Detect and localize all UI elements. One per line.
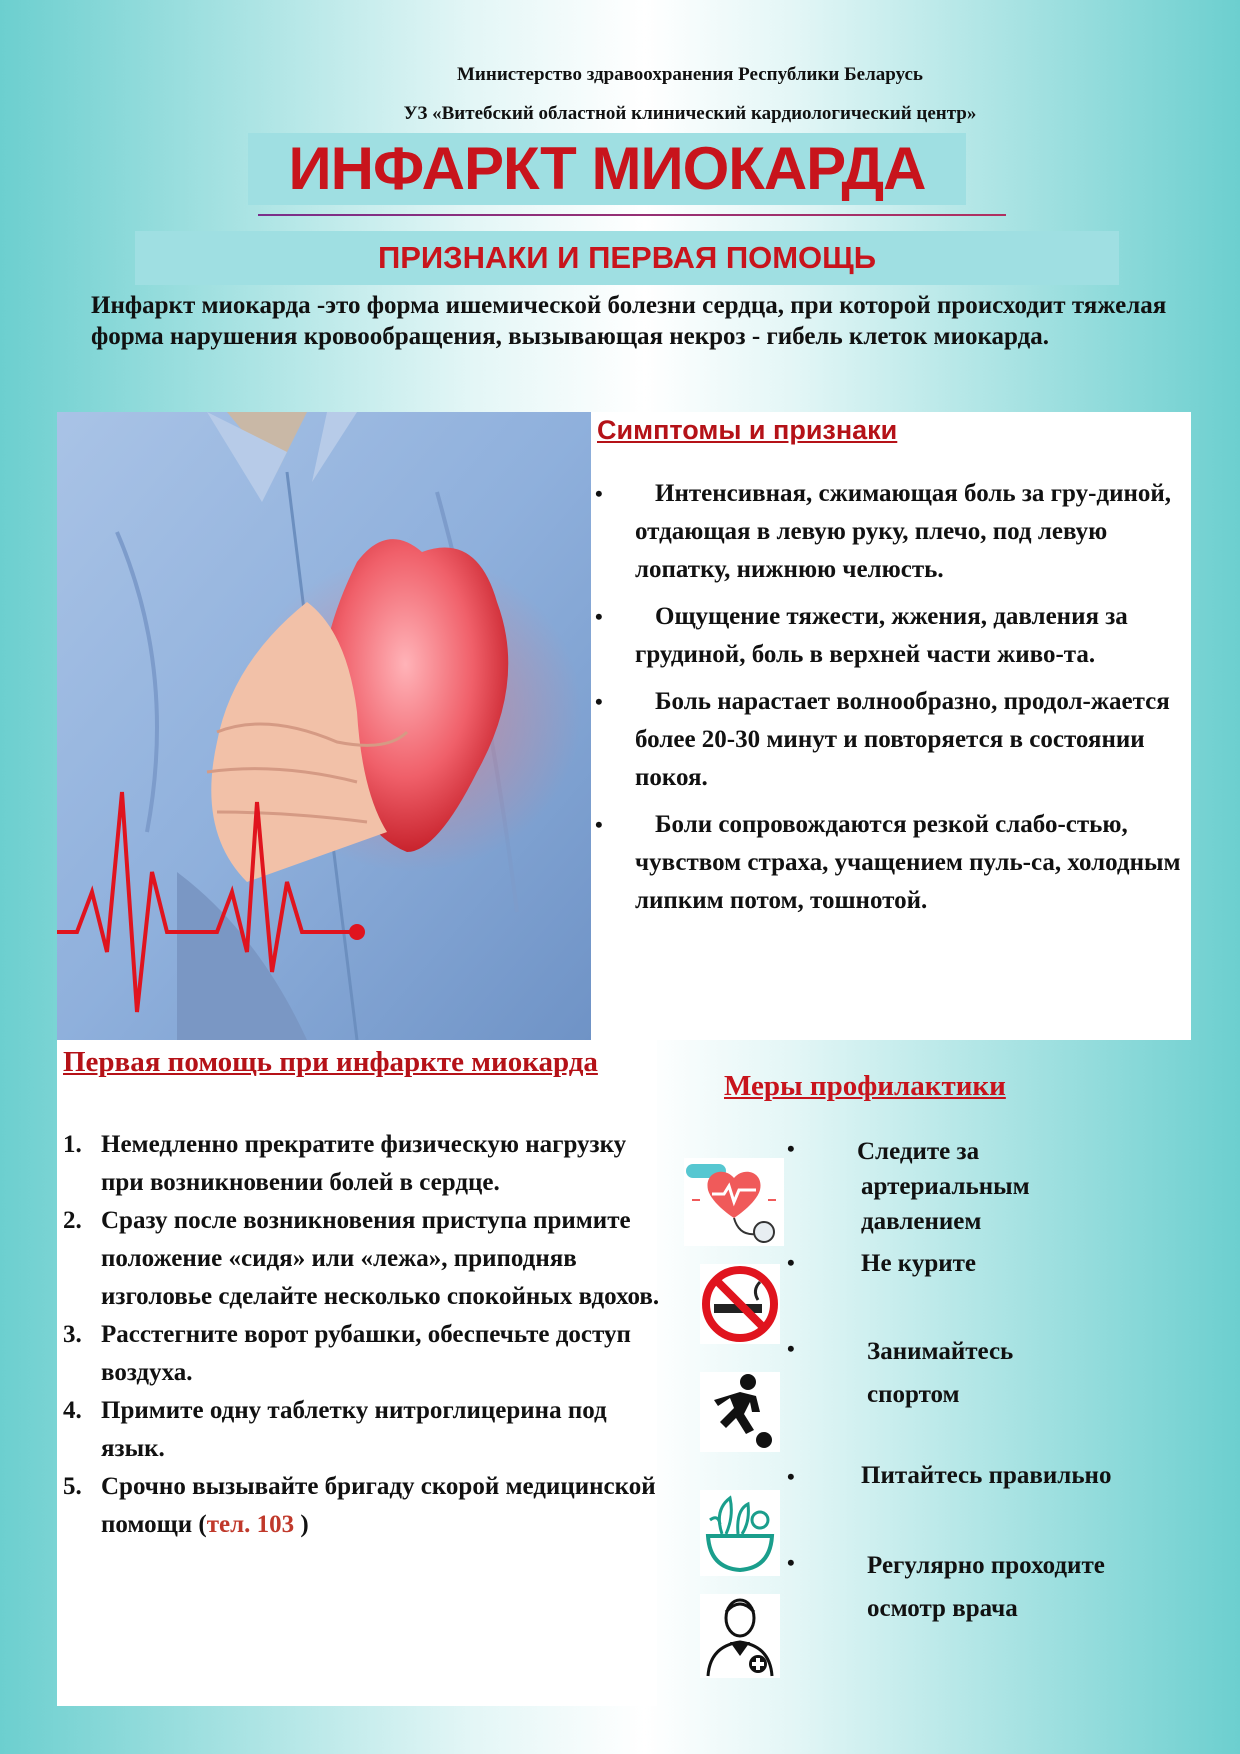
intro-paragraph: Инфаркт миокарда -это форма ишемической болезни сердца, при которой происходит тяжелая форма нарушения кровообращения, вызывающая некроз - гибель клеток миокарда. bbox=[91, 292, 1167, 350]
heart-attack-photo bbox=[57, 412, 591, 1040]
list-item: • Интенсивная, сжимающая боль за гру-диной, отдающая в левую руку, плечо, под левую лопатку, нижнюю челюсть. bbox=[595, 475, 1185, 589]
symptoms-list bbox=[595, 475, 1185, 929]
title-underline bbox=[258, 214, 1006, 216]
bullet: • bbox=[787, 1550, 795, 1575]
list-item: 1. Немедленно прекратите физическую нагрузку при возникновении болей в сердце. bbox=[63, 1131, 627, 1196]
football-player-icon bbox=[700, 1372, 780, 1452]
bullet: • bbox=[787, 1250, 795, 1275]
healthy-food-icon bbox=[700, 1490, 780, 1576]
symptoms-title: Симптомы и признаки bbox=[597, 415, 898, 445]
no-smoking-icon bbox=[700, 1264, 780, 1344]
bullet: • bbox=[787, 1336, 795, 1361]
list-item: • Ощущение тяжести, жжения, давления за грудиной, боль в верхней части живо-та. bbox=[595, 598, 1185, 674]
first-aid-list bbox=[63, 1126, 663, 1544]
list-item: • Боли сопровождаются резкой слабо-стью, чувством страха, учащением пуль-са, холодным липким потом, тошнотой. bbox=[595, 806, 1185, 920]
prevention-item: Питайтесь правильно bbox=[861, 1462, 1112, 1489]
bullet: • bbox=[787, 1464, 795, 1489]
list-item: 2. Сразу после возникновения приступа примите положение «сидя» или «лежа», приподняв изголовье сделайте несколько спокойных вдохов. bbox=[63, 1207, 660, 1310]
prevention-title: Меры профилактики bbox=[724, 1070, 1006, 1102]
prevention-item: Регулярно проходите осмотр врача bbox=[867, 1552, 1105, 1622]
prevention-item: Не курите bbox=[861, 1250, 977, 1277]
prevention-item: Занимайтесь спортом bbox=[867, 1338, 1014, 1408]
institution-name: УЗ «Витебский областной клинический кардиологический центр» bbox=[403, 103, 977, 124]
prevention-item: Следите за артериальным давлением bbox=[857, 1138, 1030, 1235]
man-holding-heart-illustration bbox=[57, 412, 591, 1040]
list-item: • Боль нарастает волнообразно, продол-жается более 20-30 минут и повторяется в состоянии покоя. bbox=[595, 683, 1185, 797]
doctor-icon bbox=[700, 1594, 780, 1678]
first-aid-title: Первая помощь при инфаркте миокарда bbox=[63, 1046, 598, 1078]
ministry-name: Министерство здравоохранения Республики Беларусь bbox=[457, 64, 923, 85]
list-item: 3. Расстегните ворот рубашки, обеспечьте доступ воздуха. bbox=[63, 1321, 631, 1386]
blood-pressure-icon bbox=[684, 1158, 784, 1246]
page-subtitle: ПРИЗНАКИ И ПЕРВАЯ ПОМОЩЬ bbox=[377, 240, 877, 275]
page-title: ИНФАРКТ МИОКАРДА bbox=[288, 135, 926, 202]
bullet: • bbox=[787, 1136, 795, 1161]
emergency-phone: тел. 103 bbox=[206, 1511, 295, 1538]
list-item: 5. Срочно вызывайте бригаду скорой медицинской помощи (тел. 103 ) bbox=[63, 1473, 656, 1538]
list-item: 4. Примите одну таблетку нитроглицерина под язык. bbox=[63, 1397, 607, 1462]
